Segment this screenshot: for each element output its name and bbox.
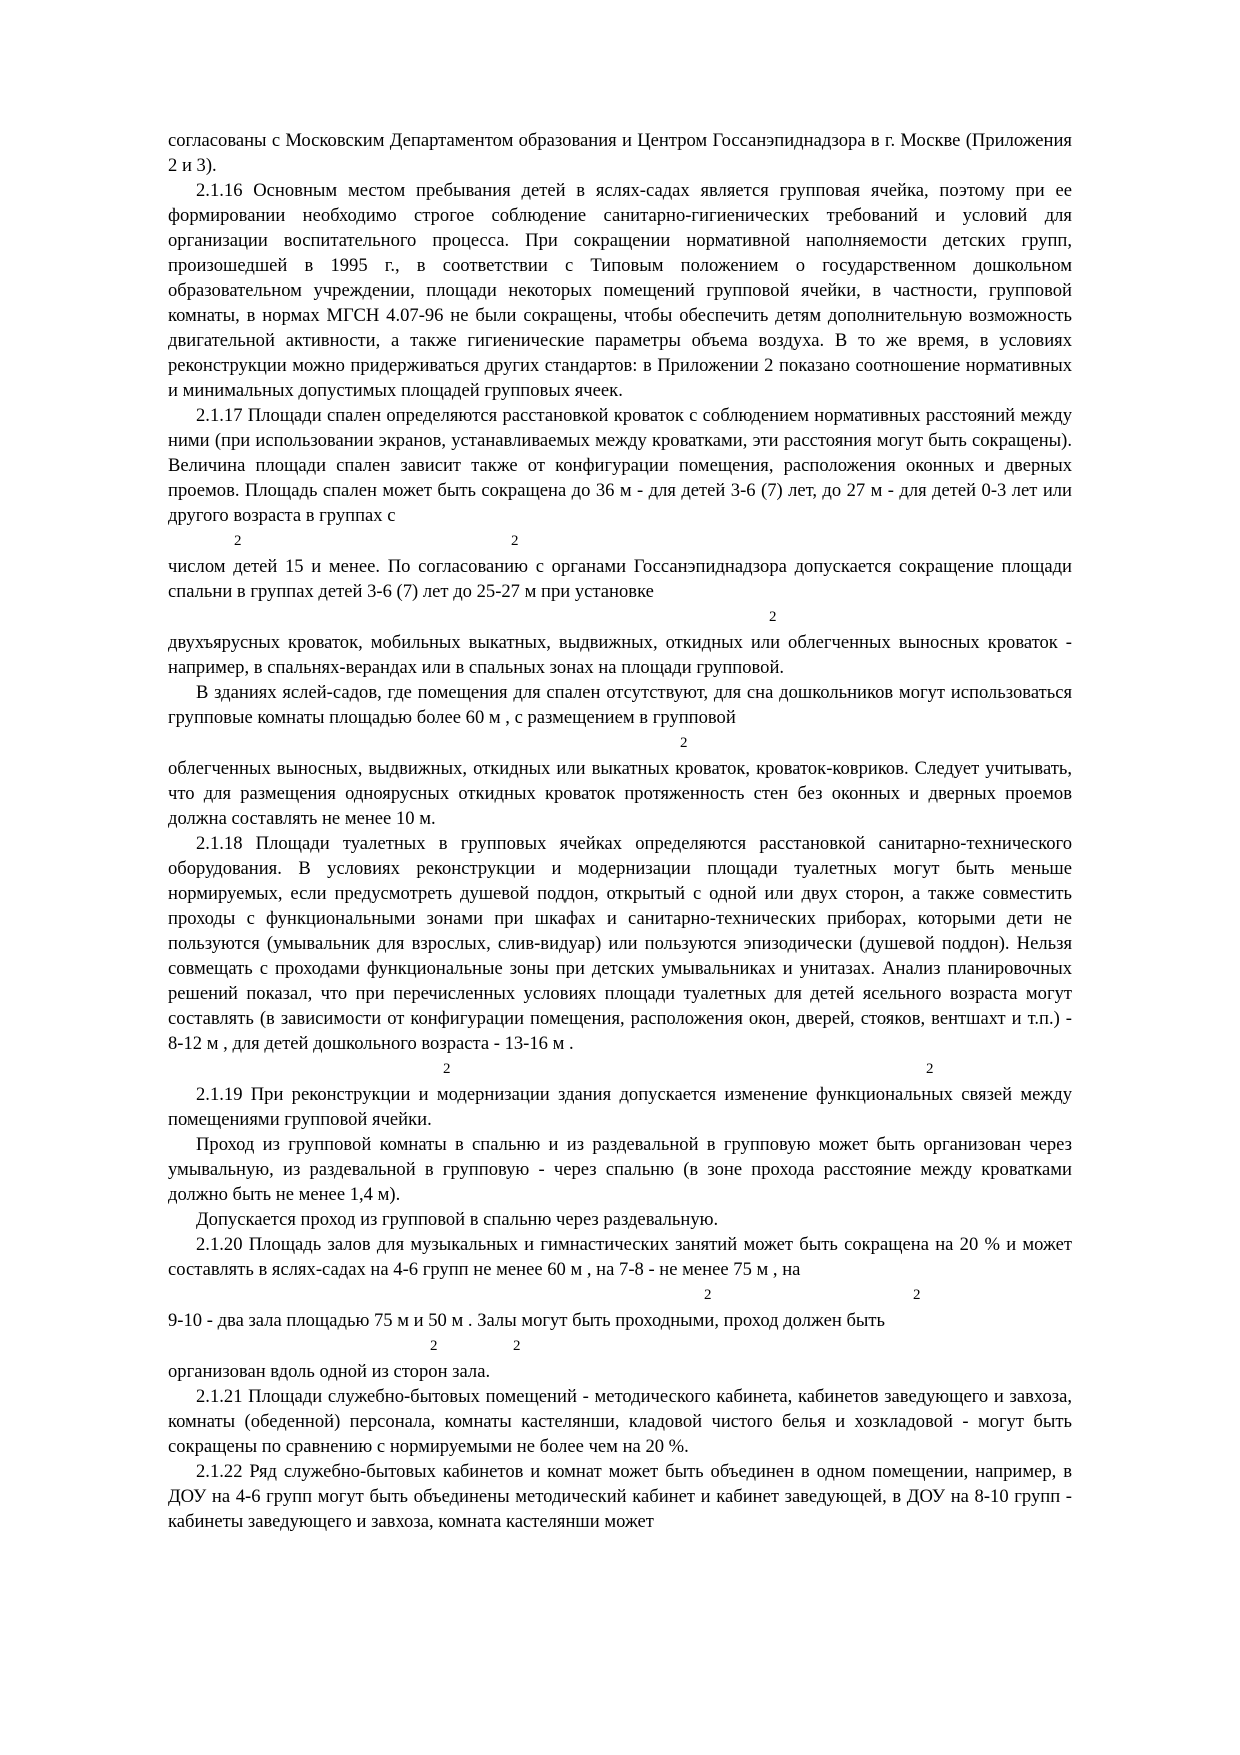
superscript-mark: 2: [926, 1061, 934, 1077]
superscript-mark: 2: [769, 609, 777, 625]
superscript-mark: 2: [913, 1287, 921, 1303]
superscript-mark: 2: [234, 533, 242, 549]
paragraph-2-1-21: 2.1.21 Площади служебно-бытовых помещений - методического кабинета, кабинетов заведующего и завхоза, комнаты (обеденной) персонала, комнаты кастелянши, кладовой чистого белья и хозкладовой - могут быть сокращены по сравнению с нормируемыми не более чем на 20 %.: [168, 1386, 1072, 1457]
paragraph-dopuskaetsya: Допускается проход из групповой в спальню через раздевальную.: [196, 1209, 719, 1230]
paragraph-2-1-19: 2.1.19 При реконструкции и модернизации здания допускается изменение функциональных связей между помещениями групповой ячейки.: [168, 1084, 1072, 1130]
superscript-mark: 2: [511, 533, 519, 549]
superscript-mark: 2: [430, 1338, 438, 1354]
paragraph-2-1-20-part-2: 9-10 - два зала площадью 75 м и 50 м . Залы могут быть проходными, проход должен быть: [168, 1310, 886, 1331]
paragraph-2-1-16: 2.1.16 Основным местом пребывания детей в яслях-садах является групповая ячейка, поэтому при ее формировании необходимо строгое соблюдение санитарно-гигиенических требований и условий для организации воспитательного процесса. При сокращении нормативной наполняемости детских групп, произошедшей в 1995 г., в соответствии с Типовым положением о государственном дошкольном образовательном учреждении, площади некоторых помещений групповой ячейки, в частности, групповой комнаты, в нормах МГСН 4.07-96 не были сокращены, чтобы обеспечить детям дополнительную возможность двигательной активности, а также гигиенические параметры объема воздуха. В то же время, в условиях реконструкции можно придерживаться других стандартов: в Приложении 2 показано соотношение нормативных и минимальных допустимых площадей групповых ячеек.: [168, 180, 1072, 401]
superscript-row-1: [168, 528, 1072, 554]
superscript-mark: 2: [513, 1338, 521, 1354]
superscript-row-4: [168, 1056, 1072, 1082]
superscript-mark: 2: [704, 1287, 712, 1303]
superscript-mark: 2: [680, 735, 688, 751]
document-body: [168, 128, 1072, 1534]
paragraph-2-1-17-part-1: 2.1.17 Площади спален определяются расстановкой кроваток с соблюдением нормативных расстояний между ними (при использовании экранов, устанавливаемых между кроватками, эти расстояния могут быть сокращены). Величина площади спален зависит также от конфигурации помещения, расположения оконных и дверных проемов. Площадь спален может быть сокращена до 36 м - для детей 3-6 (7) лет, до 27 м - для детей 0-3 лет или другого возраста в группах с: [168, 405, 1072, 526]
superscript-row-5: [168, 1282, 1072, 1308]
superscript-row-3: [168, 730, 1072, 756]
paragraph-2-1-20-part-1: 2.1.20 Площадь залов для музыкальных и гимнастических занятий может быть сокращена на 20 % и может составлять в яслях-садах на 4-6 групп не менее 60 м , на 7-8 - не менее 75 м , на: [168, 1234, 1072, 1280]
paragraph-yasli-sady: В зданиях яслей-садов, где помещения для спален отсутствуют, для сна дошкольников могут использоваться групповые комнаты площадью более 60 м , с размещением в групповой: [168, 682, 1072, 728]
paragraph-prohod: Проход из групповой комнаты в спальню и из раздевальной в групповую может быть организован через умывальную, из раздевальной в групповую - через спальню (в зоне прохода расстояние между кроватками должно быть не менее 1,4 м).: [168, 1134, 1072, 1205]
paragraph-2-1-18: 2.1.18 Площади туалетных в групповых ячейках определяются расстановкой санитарно-технического оборудования. В условиях реконструкции и модернизации площади туалетных могут быть меньше нормируемых, если предусмотреть душевой поддон, открытый с одной или двух сторон, а также совместить проходы с функциональными зонами при шкафах и санитарно-технических приборах, которыми дети не пользуются (умывальник для взрослых, слив-видуар) или пользуются эпизодически (душевой поддон). Нельзя совмещать с проходами функциональные зоны при детских умывальниках и унитазах. Анализ планировочных решений показал, что при перечисленных условиях площади туалетных для детей ясельного возраста могут составлять (в зависимости от конфигурации помещения, расположения окон, дверей, стояков, вентшахт и т.п.) - 8-12 м , для детей дошкольного возраста - 13-16 м .: [168, 833, 1072, 1054]
superscript-mark: 2: [443, 1061, 451, 1077]
superscript-row-6: [168, 1333, 1072, 1359]
superscript-row-2: [168, 604, 1072, 630]
paragraph-top-continuation: согласованы с Московским Департаментом образования и Центром Госсанэпиднадзора в г. Москве (Приложения 2 и 3).: [168, 130, 1072, 176]
paragraph-2-1-17-part-3: двухъярусных кроваток, мобильных выкатных, выдвижных, откидных или облегченных выносных кроваток - например, в спальнях-верандах или в спальных зонах на площади групповой.: [168, 632, 1072, 678]
paragraph-oblegchennyh: облегченных выносных, выдвижных, откидных или выкатных кроваток, кроваток-ковриков. Следует учитывать, что для размещения одноярусных откидных кроваток протяженность стен без оконных и дверных проемов должна составлять не менее 10 м.: [168, 758, 1072, 829]
paragraph-2-1-17-part-2: числом детей 15 и менее. По согласованию с органами Госсанэпиднадзора допускается сокращение площади спальни в группах детей 3-6 (7) лет до 25-27 м при установке: [168, 556, 1072, 602]
paragraph-2-1-22: 2.1.22 Ряд служебно-бытовых кабинетов и комнат может быть объединен в одном помещении, например, в ДОУ на 4-6 групп могут быть объединены методический кабинет и кабинет заведующей, в ДОУ на 8-10 групп - кабинеты заведующего и завхоза, комната кастелянши может: [168, 1461, 1072, 1532]
paragraph-2-1-20-part-3: организован вдоль одной из сторон зала.: [168, 1361, 491, 1382]
